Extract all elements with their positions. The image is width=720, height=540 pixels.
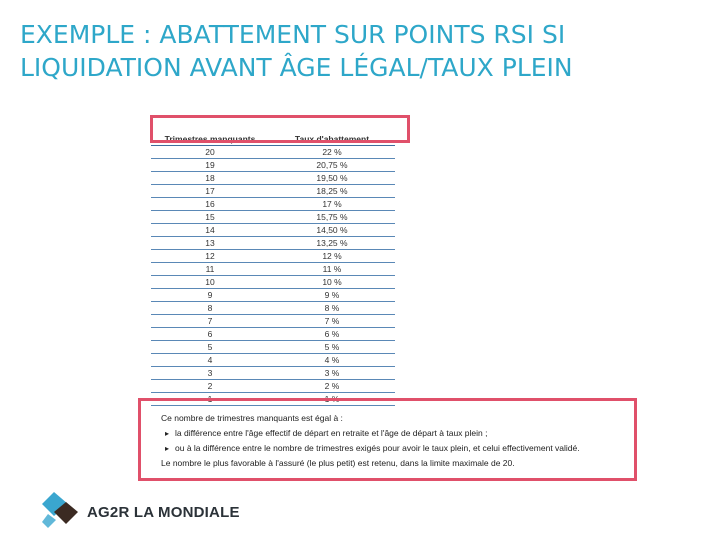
taux-cell: 4 % <box>269 354 395 367</box>
taux-cell: 9 % <box>269 289 395 302</box>
trimestres-cell: 1 <box>151 393 269 406</box>
title-line-1: EXEMPLE : ABATTEMENT SUR POINTS RSI SI <box>20 20 566 49</box>
trimestres-cell: 8 <box>151 302 269 315</box>
abatement-table <box>151 133 395 406</box>
explanation-conclusion: Le nombre le plus favorable à l'assuré (le plus petit) est retenu, dans la limite maximale de 20. <box>161 458 515 468</box>
taux-cell: 2 % <box>269 380 395 393</box>
taux-cell: 8 % <box>269 302 395 315</box>
table-row <box>151 224 395 237</box>
table-row <box>151 341 395 354</box>
trimestres-cell: 7 <box>151 315 269 328</box>
trimestres-cell: 6 <box>151 328 269 341</box>
logo-text: AG2R LA MONDIALE <box>87 504 240 521</box>
taux-cell: 6 % <box>269 328 395 341</box>
taux-cell: 13,25 % <box>269 237 395 250</box>
table-row <box>151 276 395 289</box>
explanation-intro: Ce nombre de trimestres manquants est égal à : <box>161 413 343 423</box>
trimestres-cell: 13 <box>151 237 269 250</box>
taux-cell: 17 % <box>269 198 395 211</box>
taux-cell: 5 % <box>269 341 395 354</box>
table-row <box>151 263 395 276</box>
table-row <box>151 250 395 263</box>
trimestres-cell: 17 <box>151 185 269 198</box>
trimestres-cell: 16 <box>151 198 269 211</box>
taux-cell: 12 % <box>269 250 395 263</box>
table-row <box>151 146 395 159</box>
table-row <box>151 302 395 315</box>
taux-cell: 11 % <box>269 263 395 276</box>
table-row <box>151 198 395 211</box>
taux-cell: 1 % <box>269 393 395 406</box>
table-row <box>151 354 395 367</box>
taux-cell: 3 % <box>269 367 395 380</box>
trimestres-cell: 3 <box>151 367 269 380</box>
table-row <box>151 185 395 198</box>
trimestres-cell: 2 <box>151 380 269 393</box>
taux-cell: 22 % <box>269 146 395 159</box>
table-row <box>151 367 395 380</box>
trimestres-cell: 10 <box>151 276 269 289</box>
taux-cell: 14,50 % <box>269 224 395 237</box>
taux-cell: 7 % <box>269 315 395 328</box>
table-row <box>151 315 395 328</box>
company-logo <box>42 490 242 530</box>
trimestres-cell: 4 <box>151 354 269 367</box>
abatement-table-container <box>150 133 396 404</box>
trimestres-cell: 9 <box>151 289 269 302</box>
taux-cell: 19,50 % <box>269 172 395 185</box>
taux-cell: 15,75 % <box>269 211 395 224</box>
trimestres-cell: 15 <box>151 211 269 224</box>
table-row <box>151 159 395 172</box>
page-title <box>20 18 710 84</box>
title-line-2: LIQUIDATION AVANT ÂGE LÉGAL/TAUX PLEIN <box>20 53 573 82</box>
trimestres-cell: 18 <box>151 172 269 185</box>
taux-cell: 10 % <box>269 276 395 289</box>
trimestres-cell: 14 <box>151 224 269 237</box>
trimestres-cell: 12 <box>151 250 269 263</box>
explanation-box <box>138 398 637 481</box>
column-header-taux: Taux d'abattement <box>269 133 395 146</box>
trimestres-cell: 5 <box>151 341 269 354</box>
column-header-trimestres: Trimestres manquants <box>151 133 269 146</box>
taux-cell: 18,25 % <box>269 185 395 198</box>
explanation-bullet-1: ▸ la différence entre l'âge effectif de départ en retraite et l'âge de départ à taux plein ; <box>161 426 634 441</box>
table-row <box>151 289 395 302</box>
taux-cell: 20,75 % <box>269 159 395 172</box>
explanation-bullet-2: ▸ ou à la différence entre le nombre de trimestres exigés pour avoir le taux plein, et celui effectivement validé. <box>161 441 634 456</box>
table-row <box>151 328 395 341</box>
trimestres-cell: 11 <box>151 263 269 276</box>
table-row <box>151 237 395 250</box>
ag2r-logo-icon <box>42 490 82 530</box>
table-row <box>151 380 395 393</box>
table-row <box>151 172 395 185</box>
header-highlight-box <box>150 115 410 143</box>
table-row <box>151 211 395 224</box>
trimestres-cell: 20 <box>151 146 269 159</box>
trimestres-cell: 19 <box>151 159 269 172</box>
table-body <box>151 146 395 406</box>
